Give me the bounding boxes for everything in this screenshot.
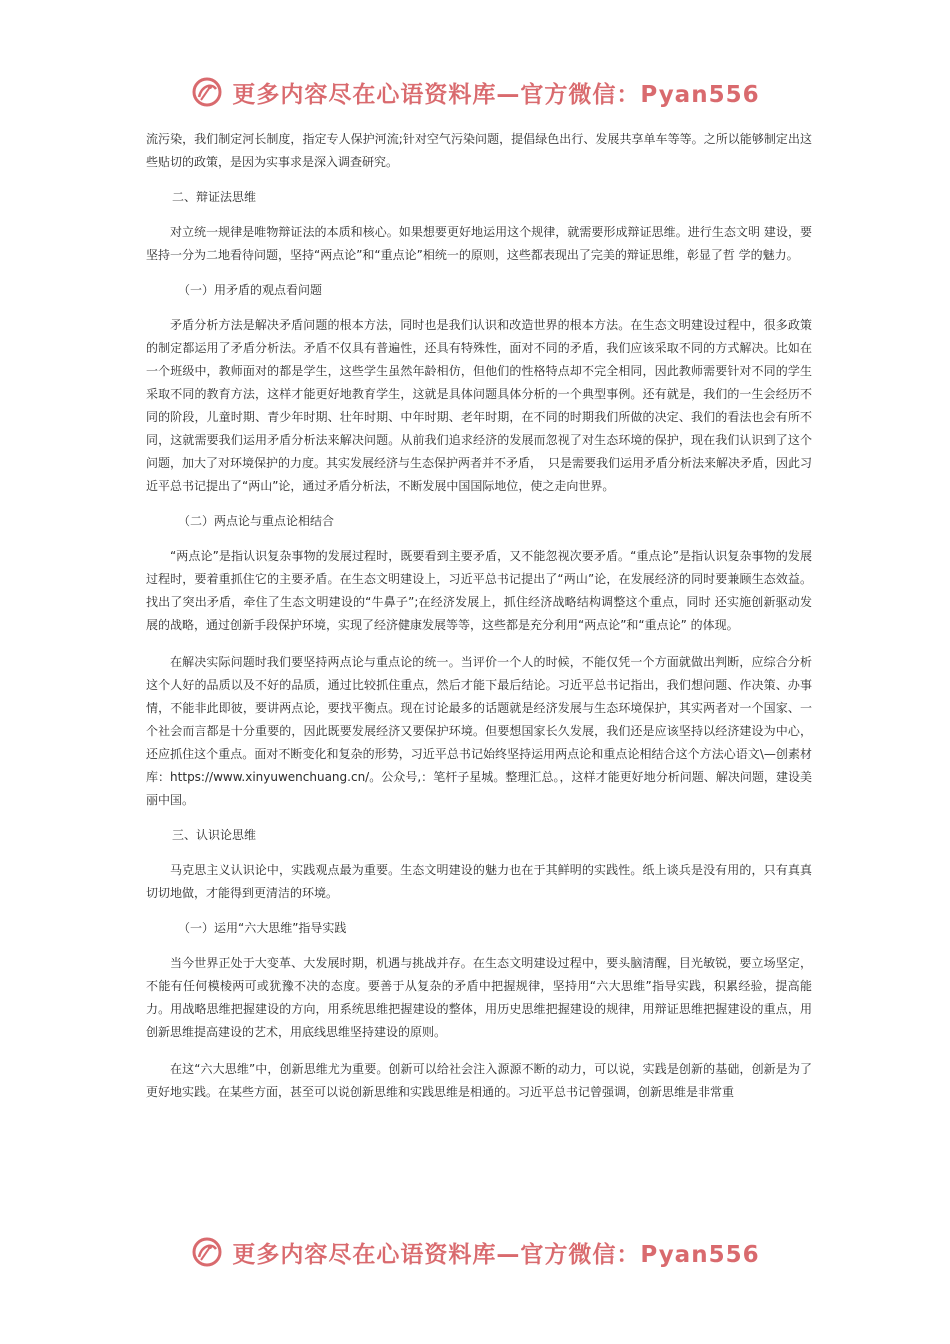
paragraph-dialectics: 对立统一规律是唯物辩证法的本质和核心。如果想要更好地运用这个规律，就需要形成辩证思维。进行生态文明 建设，要坚持一分为二地看待问题，坚持“两点论”和“重点论”相统一的原则，这些都表现出了完美的辩证思维，彰显了哲 学的魅力。 bbox=[146, 225, 812, 262]
paragraph-six-thinking-1: 当今世界正处于大变革、大发展时期，机遇与挑战并存。在生态文明建设过程中，要头脑清醒，目光敏锐，要立场坚定，不能有任何模棱两可或犹豫不决的态度。要善于从复杂的矛盾中把握规律，坚持用“六大思维”指导实践，积累经验，提高能力。用战略思维把握建设的方向，用系统思维把握建设的整体，用历史思维把握建设的规律，用辩证思维把握建设的重点，用创新思维提高建设的艺术，用底线思维坚持建设的原则。 bbox=[146, 956, 812, 1039]
article-body bbox=[146, 128, 812, 1104]
paragraph-two-points-2: 在解决实际问题时我们要坚持两点论与重点论的统一。当评价一个人的时候，不能仅凭一个方面就做出判断，应综合分析这个人好的品质以及不好的品质，通过比较抓住重点，然后才能下最后结论。习近平总书记指出，我们想问题、作决策、办事情，不能非此即彼，要讲两点论，要找平衡点。现在讨论最多的话题就是经济发展与生态环境保护，其实两者对一个国家、一个社会而言都是十分重要的，因此既要发展经济又要保护环境。但要想国家长久发展，我们还是应该坚持以经济建设为中心，还应抓住这个重点。面对不断变化和复杂的形势，习近平总书记始终坚持运用两点论和重点论相结合这个方法心语文\—创素材库：https://www.xinyuwenchuang.cn/。公众号,：笔杆子星城。整理汇总。，这样才能更好地分析问题、解决问题，建设美丽中国。 bbox=[146, 655, 812, 807]
intro-paragraph: 流污染，我们制定河长制度，指定专人保护河流;针对空气污染问题，提倡绿色出行、发展共享单车等等。之所以能够制定出这些贴切的政策，是因为实事求是深入调查研究。 bbox=[146, 132, 812, 169]
swirl-logo-icon bbox=[190, 75, 224, 109]
paragraph-contradiction: 矛盾分析方法是解决矛盾问题的根本方法，同时也是我们认识和改造世界的根本方法。在生态文明建设过程中，很多政策的制定都运用了矛盾分析法。矛盾不仅具有普遍性，还具有特殊性，面对不同的矛盾，我们应该采取不同的方式解决。比如在一个班级中，教师面对的都是学生，这些学生虽然年龄相仿，但他们的性格特点却不完全相同，因此教师需要针对不同的学生采取不同的教育方法，这样才能更好地教育学生，这就是具体问题具体分析的一个典型事例。还有就是，我们的一生会经历不同的阶段，儿童时期、青少年时期、壮年时期、中年时期、老年时期，在不同的时期我们所做的决定、我们的看法也会有所不同，这就需要我们运用矛盾分析法来解决问题。从前我们追求经济的发展而忽视了对生态环境的保护，现在我们认识到了这个问题，加大了对环境保护的力度。其实发展经济与生态保护两者并不矛盾， 只是需要我们运用矛盾分析法来解决矛盾，因此习近平总书记提出了“两山”论，通过矛盾分析法，不断发展中国国际地位，使之走向世界。 bbox=[146, 318, 813, 493]
header-banner bbox=[0, 72, 950, 112]
paragraph-two-points-1: “两点论”是指认识复杂事物的发展过程时，既要看到主要矛盾，又不能忽视次要矛盾。“重点论”是指认识复杂事物的发展过程时，要着重抓住它的主要矛盾。在生态文明建设上，习近平总书记提出了“两山”论，在发展经济的同时要兼顾生态效益。找出了突出矛盾，牵住了生态文明建设的“牛鼻子”;在经济发展上，抓住经济战略结构调整这个重点，同时 还实施创新驱动发展的战略，通过创新手段保护环境，实现了经济健康发展等等，这些都是充分利用“两点论”和“重点论” 的体现。 bbox=[146, 549, 812, 632]
header-banner-text: 更多内容尽在心语资料库—官方微信：Pyan556 bbox=[232, 81, 760, 108]
section-heading-epistemology: 三、认识论思维 bbox=[172, 828, 257, 842]
subheading-six-thinking: （一）运用“六大思维”指导实践 bbox=[178, 921, 347, 935]
footer-banner bbox=[0, 1232, 950, 1272]
paragraph-six-thinking-2: 在这“六大思维”中，创新思维尤为重要。创新可以给社会注入源源不断的动力，可以说，实践是创新的基础，创新是为了更好地实践。在某些方面，甚至可以说创新思维和实践思维是相通的。习近平总书记曾强调，创新思维是非常重 bbox=[146, 1062, 812, 1099]
subheading-two-points: （二）两点论与重点论相结合 bbox=[178, 514, 335, 528]
subheading-contradiction: （一）用矛盾的观点看问题 bbox=[178, 283, 323, 297]
section-heading-dialectics: 二、辩证法思维 bbox=[172, 190, 257, 204]
swirl-logo-icon bbox=[190, 1235, 224, 1269]
paragraph-epistemology: 马克思主义认识论中，实践观点最为重要。生态文明建设的魅力也在于其鲜明的实践性。纸上谈兵是没有用的，只有真真切切地做，才能得到更清洁的环境。 bbox=[146, 863, 812, 900]
footer-banner-text: 更多内容尽在心语资料库—官方微信：Pyan556 bbox=[232, 1241, 760, 1268]
